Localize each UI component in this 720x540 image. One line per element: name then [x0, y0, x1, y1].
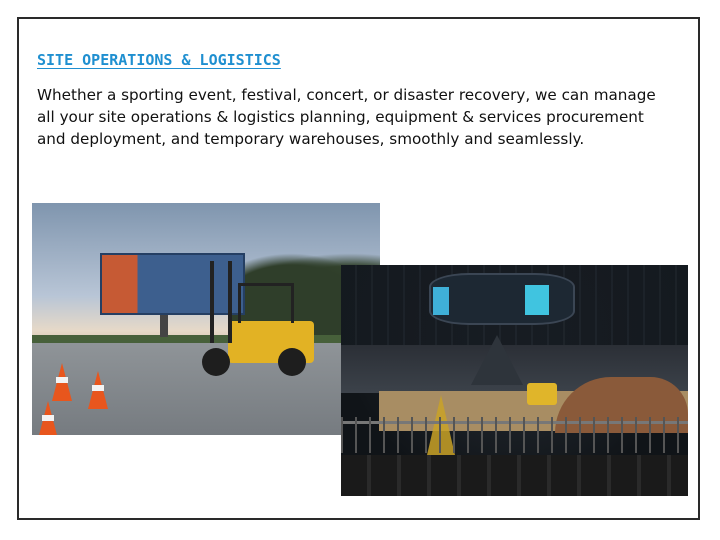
scoreboard-screen: [433, 287, 449, 315]
section-heading: SITE OPERATIONS & LOGISTICS: [37, 51, 281, 69]
traffic-cone: [38, 401, 58, 435]
scoreboard: [429, 273, 575, 325]
forklift-photo: [32, 203, 380, 435]
billboard-post: [160, 315, 168, 337]
forklift-wheel: [278, 348, 306, 376]
arena-photo: [341, 265, 688, 496]
arena-seats: [341, 455, 688, 496]
scoreboard-screen: [525, 285, 549, 315]
forklift-mast: [210, 261, 232, 343]
railing: [341, 417, 688, 453]
traffic-cone: [52, 363, 72, 401]
section-body-text: Whether a sporting event, festival, concert, or disaster recovery, we can manage all your site operations & logistics planning, equipment & services procurement and deployment, and temporary warehouses, smoothly and seamlessly.: [37, 86, 656, 148]
traffic-cone: [88, 371, 108, 409]
forklift-wheel: [202, 348, 230, 376]
stage-tower: [471, 335, 523, 385]
wheel-loader: [527, 383, 557, 405]
forklift-cab: [238, 283, 294, 323]
